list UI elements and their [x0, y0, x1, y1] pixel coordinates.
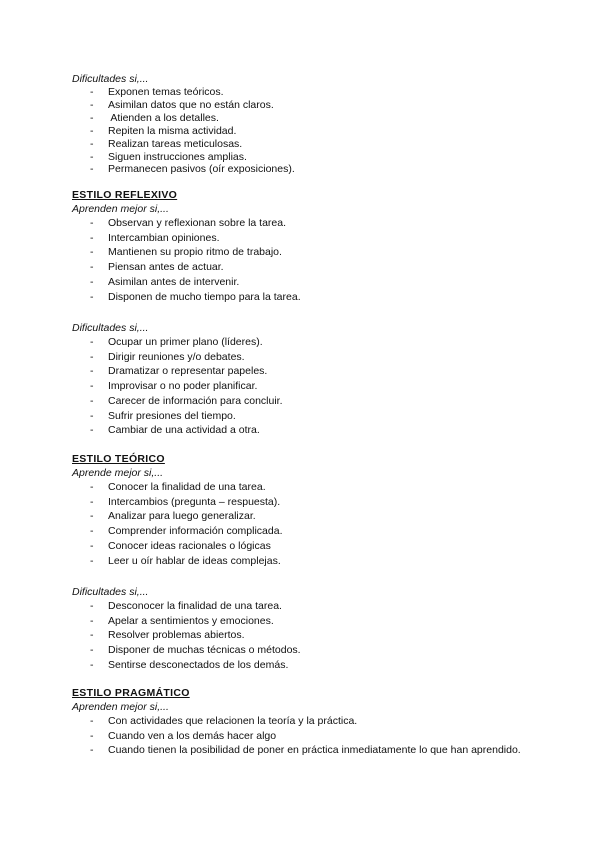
section-dificultades-teorico — [72, 585, 540, 673]
section-estilo-teorico — [72, 452, 540, 568]
list-item — [72, 275, 540, 290]
list-item-text: Piensan antes de actuar. — [108, 261, 224, 274]
list-item — [72, 260, 540, 275]
list-item — [72, 379, 540, 394]
list-item — [72, 151, 540, 164]
dash-bullet: - — [90, 394, 94, 407]
dash-bullet: - — [90, 744, 94, 757]
section-estilo-reflexivo — [72, 188, 540, 304]
dash-bullet: - — [90, 98, 94, 111]
dash-bullet: - — [90, 629, 94, 642]
dash-bullet: - — [90, 510, 94, 523]
dash-bullet: - — [90, 539, 94, 552]
dash-bullet: - — [90, 163, 94, 176]
dash-bullet: - — [90, 336, 94, 348]
list-item — [72, 350, 540, 365]
list-item-text: Asimilan datos que no están claros. — [108, 98, 274, 111]
list-item — [72, 364, 540, 379]
list-item-text: Ocupar un primer plano (líderes). — [108, 336, 263, 348]
bullet-list — [72, 86, 540, 176]
dash-bullet: - — [90, 261, 94, 274]
list-item — [72, 628, 540, 643]
bullet-list — [72, 216, 540, 304]
list-item — [72, 524, 540, 539]
list-item-text: Dirigir reuniones y/o debates. — [108, 350, 245, 363]
list-item-text: Repiten la misma actividad. — [108, 124, 237, 137]
dash-bullet: - — [90, 246, 94, 259]
bullet-list — [72, 480, 540, 568]
list-item-text: Conocer ideas racionales o lógicas — [108, 539, 271, 552]
subheading: Aprenden mejor si,... — [72, 203, 169, 215]
list-item — [72, 554, 540, 569]
list-item-text: Exponen temas teóricos. — [108, 86, 224, 98]
list-item-text: Observan y reflexionan sobre la tarea. — [108, 217, 287, 229]
list-item — [72, 729, 540, 744]
dash-bullet: - — [90, 525, 94, 538]
list-item — [72, 643, 540, 658]
list-item-text: Sufrir presiones del tiempo. — [108, 409, 236, 422]
dash-bullet: - — [90, 600, 94, 612]
list-item — [72, 231, 540, 246]
list-item-text: Analizar para luego generalizar. — [108, 510, 256, 523]
bullet-list — [72, 335, 540, 438]
dash-bullet: - — [90, 658, 94, 671]
section-heading: ESTILO TEÓRICO — [72, 453, 165, 465]
dash-bullet: - — [90, 715, 94, 727]
subheading: Dificultades si,... — [72, 73, 149, 85]
bullet-list — [72, 714, 540, 757]
dash-bullet: - — [90, 111, 94, 124]
subheading: Aprende mejor si,... — [72, 467, 164, 479]
list-item — [72, 658, 540, 673]
list-item — [72, 714, 540, 729]
dash-bullet: - — [90, 495, 94, 508]
dash-bullet: - — [90, 275, 94, 288]
dash-bullet: - — [90, 554, 94, 567]
list-item-text: Mantienen su propio ritmo de trabajo. — [108, 246, 282, 259]
list-item — [72, 290, 540, 305]
list-item-text: Siguen instrucciones amplias. — [108, 150, 247, 163]
list-item — [72, 86, 540, 99]
list-item — [72, 599, 540, 614]
list-item — [72, 614, 540, 629]
list-item-text: Cuando tienen la posibilidad de poner en práctica inmediatamente lo que han aprendido. — [108, 744, 521, 757]
list-item-text: Leer u oír hablar de ideas complejas. — [108, 554, 281, 567]
list-item-text: Con actividades que relacionen la teoría y la práctica. — [108, 715, 358, 727]
dash-bullet: - — [90, 231, 94, 244]
list-item-text: Disponer de muchas técnicas o métodos. — [108, 644, 301, 657]
section-dificultades-activo — [72, 72, 540, 176]
list-item — [72, 509, 540, 524]
dash-bullet: - — [90, 614, 94, 627]
dash-bullet: - — [90, 380, 94, 393]
list-item — [72, 99, 540, 112]
subheading: Dificultades si,... — [72, 586, 149, 598]
dash-bullet: - — [90, 365, 94, 378]
dash-bullet: - — [90, 137, 94, 150]
list-item-text: Permanecen pasivos (oír exposiciones). — [108, 163, 295, 176]
list-item — [72, 743, 540, 757]
list-item-text: Improvisar o no poder planificar. — [108, 380, 258, 393]
dash-bullet: - — [90, 424, 94, 437]
section-dificultades-reflexivo — [72, 321, 540, 438]
dash-bullet: - — [90, 350, 94, 363]
dash-bullet: - — [90, 217, 94, 229]
list-item-text: Resolver problemas abiertos. — [108, 629, 245, 642]
list-item-text: Carecer de información para concluir. — [108, 394, 283, 407]
dash-bullet: - — [90, 481, 94, 493]
list-item-text: Disponen de mucho tiempo para la tarea. — [108, 290, 301, 303]
list-item-text: Sentirse desconectados de los demás. — [108, 658, 289, 671]
list-item — [72, 480, 540, 495]
bullet-list — [72, 599, 540, 673]
list-item-text: Apelar a sentimientos y emociones. — [108, 614, 274, 627]
list-item-text: Intercambian opiniones. — [108, 231, 220, 244]
list-item — [72, 112, 540, 125]
list-item — [72, 216, 540, 231]
dash-bullet: - — [90, 290, 94, 303]
subheading: Aprenden mejor si,... — [72, 701, 169, 713]
list-item-text: Cuando ven a los demás hacer algo — [108, 729, 277, 742]
list-item-text: Desconocer la finalidad de una tarea. — [108, 600, 282, 612]
list-item-text: Realizan tareas meticulosas. — [108, 137, 243, 150]
section-heading: ESTILO REFLEXIVO — [72, 189, 178, 201]
list-item-text: Dramatizar o representar papeles. — [108, 365, 268, 378]
dash-bullet: - — [90, 86, 94, 98]
subheading: Dificultades si,... — [72, 322, 149, 334]
list-item-text: Atienden a los detalles. — [108, 111, 219, 124]
list-item-text: Intercambios (pregunta – respuesta). — [108, 495, 281, 508]
list-item — [72, 495, 540, 510]
list-item — [72, 335, 540, 350]
list-item — [72, 245, 540, 260]
list-item — [72, 423, 540, 438]
dash-bullet: - — [90, 729, 94, 742]
list-item — [72, 539, 540, 554]
list-item — [72, 125, 540, 138]
list-item — [72, 409, 540, 424]
section-heading: ESTILO PRAGMÁTICO — [72, 687, 190, 699]
list-item — [72, 394, 540, 409]
dash-bullet: - — [90, 409, 94, 422]
list-item-text: Comprender información complicada. — [108, 525, 283, 538]
list-item-text: Asimilan antes de intervenir. — [108, 275, 240, 288]
list-item — [72, 163, 540, 176]
list-item — [72, 138, 540, 151]
list-item-text: Conocer la finalidad de una tarea. — [108, 481, 266, 493]
dash-bullet: - — [90, 150, 94, 163]
section-estilo-pragmatico — [72, 686, 540, 757]
dash-bullet: - — [90, 644, 94, 657]
dash-bullet: - — [90, 124, 94, 137]
list-item-text: Cambiar de una actividad a otra. — [108, 424, 260, 437]
